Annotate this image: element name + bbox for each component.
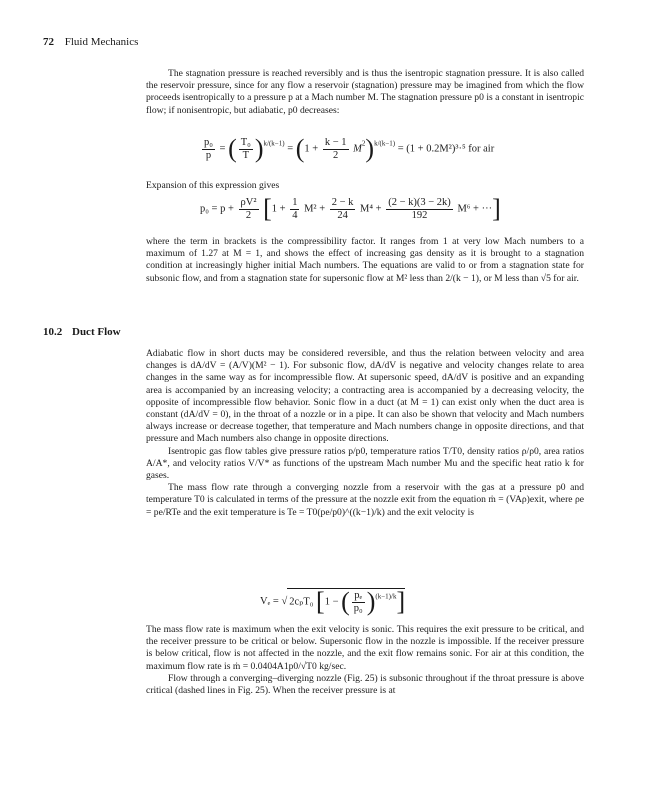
equation-stagnation-ratio: $\frac{\text{p₀}}{p}$ = ( $\frac{\text{T₀}}{T}$ )$^{k/(k-1)}$ = (1 + $\frac{k - 1}{2}$ $M^2)^{k/(k-1)} = (1 + 0.2M^2)^3\cdot^5$ for air <box>204 134 495 163</box>
equation-expansion: p₀ = p + $\frac{\text{ρV²}}{2}$ [1 + $\frac{1}{4}$ M² + $\frac{2 - k}{24}$ M⁴ + $\frac{(2 - k)(3 - 2k)}{192}$ M⁶ + ···] <box>200 194 501 223</box>
equation-exit-velocity: Vₑ = √ 2cₚT₀ [1 − ( $\frac{\text{pₑ}}{\text{p₀}}$ )$^{(k-1)/k}$] <box>260 587 406 616</box>
running-header <box>43 36 138 48</box>
section-heading: 10.2 Duct Flow <box>43 326 121 338</box>
paragraph-duct-flow: Adiabatic flow in short ducts may be considered reversible, and thus the relation between velocity and area changes is dA/dV = (A/V)(M² − 1). For subsonic flow, dA/dV is negative and velocity changes relate to area changes in the same way as for incompressible flow. At supersonic speed, dA/dV is positive and an expanding area is accompanied by an increasing velocity; a contracting area is accompanied by a decreasing velocity, the opposite of incompressible flow behavior. Sonic flow in a duct (at M = 1) can exist only when the duct area is constant (dA/dV = 0), in the throat of a nozzle or in a pipe. It can also be shown that velocity and Mach numbers always increase or decrease together, that temperature and Mach numbers change in opposite directions, and that pressure and Mach numbers also change in opposite directions. Isentropic gas flow tables give pressure ratios p/p0, temperature ratios T/T0, density ratios ρ/ρ0, area ratios A/A*, and velocity ratios V/V* as functions of the upstream Mach number Mu and the specific heat ratio k for gases. The mass flow rate through a converging nozzle from a reservoir with the gas at a pressure p0 and temperature T0 is calculated in terms of the pressure at the nozzle exit from the equation ṁ = (VAρ)exit, where ρe = pe/RTe and the exit temperature is Te = T0(pe/p0)^((k−1)/k) and the exit velocity is <box>146 348 584 518</box>
paragraph-expansion: Expansion of this expression gives <box>146 180 280 191</box>
book-title: Fluid Mechanics <box>64 36 139 48</box>
paragraph-stagnation: The stagnation pressure is reached reversibly and is thus the isentropic stagnation pressure. It is also called the reservoir pressure, since for any flow a reservoir (stagnation) pressure may be imagined from which the flow proceeds isentropically to a pressure p at a Mach number M. The stagnation pressure p0 is a constant in isentropic flow; if nonisentropic, but adiabatic, p0 decreases: <box>146 68 584 116</box>
paragraph-compressibility: where the term in brackets is the compressibility factor. It ranges from 1 at very low Mach numbers to a maximum of 1.27 at M = 1, and shows the effect of increasing gas density as it is brought to a stagnation condition at increasingly higher initial Mach numbers. The equations are valid to or from a stagnation state for subsonic flow, and from a stagnation state for supersonic flow at M² less than 2/(k − 1), or M less than √5 for air. <box>146 236 584 284</box>
paragraph-mass-flow: The mass flow rate is maximum when the exit velocity is sonic. This requires the exit pressure to be critical, and the receiver pressure to be critical or below. Supersonic flow in the nozzle is impossible. If the receiver pressure is below critical, flow is not affected in the nozzle, and the exit flow remains sonic. For air at this condition, the maximum flow rate is ṁ = 0.0404A1p0/√T0 kg/sec. Flow through a converging–diverging nozzle (Fig. 25) is subsonic throughout if the throat pressure is above critical (dashed lines in Fig. 25). When the receiver pressure is at <box>146 624 584 697</box>
page-number: 72 <box>43 36 54 48</box>
